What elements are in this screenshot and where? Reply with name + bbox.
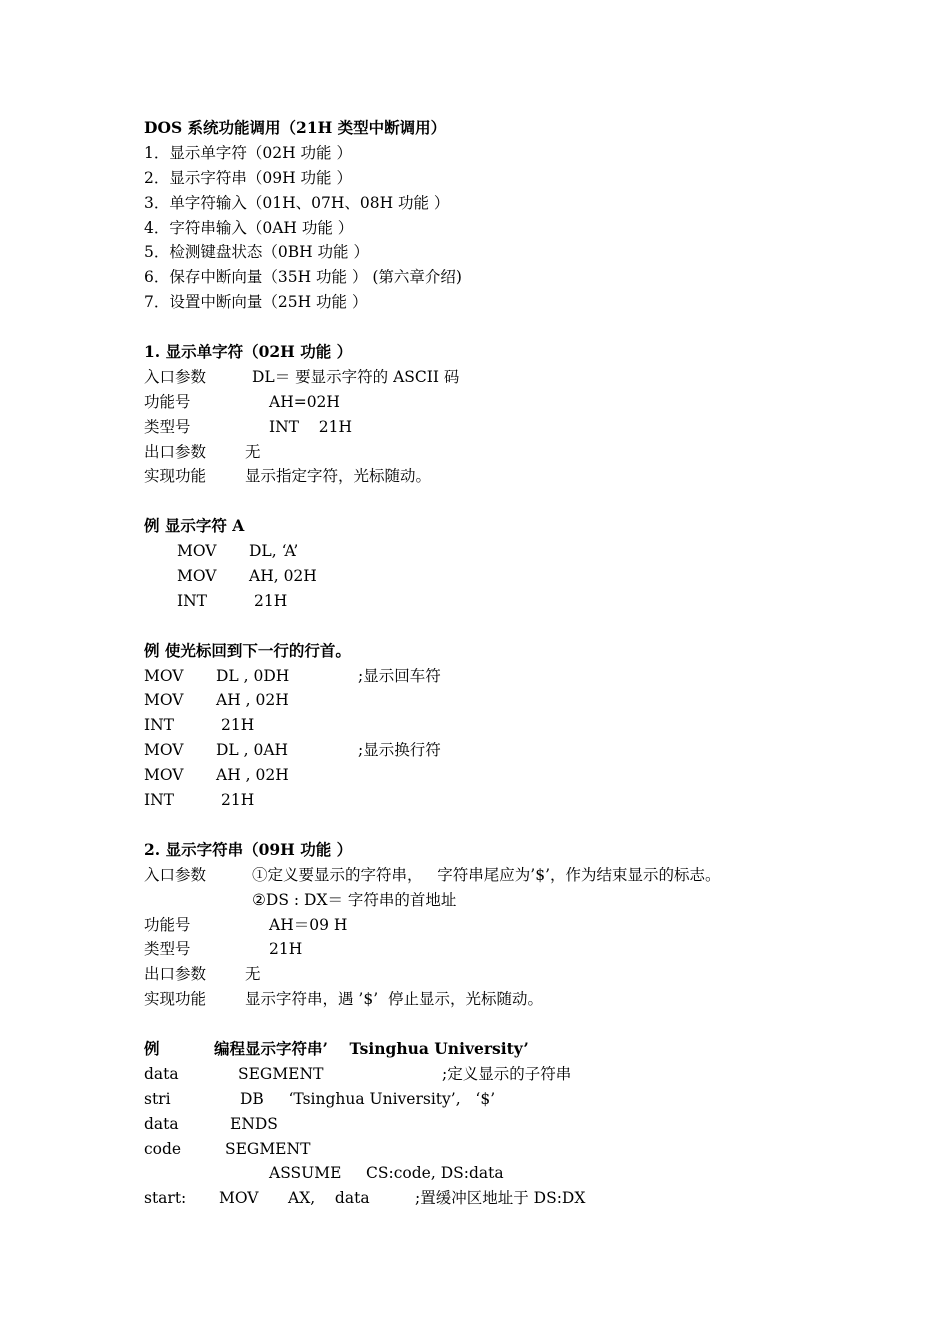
code-arg: DL , 0DH <box>216 666 290 685</box>
sec2-entry-value-1: ①定义要显示的字符串， 字符串尾应为’$’，作为结束显示的标志。 <box>252 865 721 884</box>
toc-item: 3．单字符输入（01H、07H、08H 功能 ） <box>144 193 450 212</box>
code-label: start: <box>144 1189 187 1208</box>
example-3-heading-text: 编程显示字符串’ Tsinghua University’ <box>214 1038 529 1058</box>
code-arg: AH , 02H <box>216 766 289 785</box>
sec2-entry-row <box>144 863 904 888</box>
sec1-impl-label: 实现功能 <box>144 467 207 486</box>
sec1-type-row <box>144 415 904 440</box>
code-arg: AH , 02H <box>216 691 289 710</box>
sec2-entry-row-2 <box>144 888 904 913</box>
code-arg: DL , 0AH <box>216 741 289 760</box>
code-label: code <box>144 1139 182 1158</box>
sec2-impl-label: 实现功能 <box>144 990 207 1009</box>
code-op: MOV <box>144 741 184 760</box>
code-arg: AH, 02H <box>249 567 317 586</box>
sec2-type-row <box>144 937 904 962</box>
code-line <box>144 1186 904 1211</box>
code-label: data <box>144 1064 179 1083</box>
document-page <box>144 116 904 1211</box>
code-line <box>144 688 904 713</box>
example-2-heading: 例 使光标回到下一行的行首。 <box>144 640 351 660</box>
code-comment: ;置缓冲区地址于 DS:DX <box>415 1189 586 1208</box>
code-line <box>144 589 904 614</box>
code-text: DB ‘Tsinghua University’, ‘$’ <box>240 1089 496 1108</box>
code-line <box>144 664 904 689</box>
code-op: MOV <box>177 567 217 586</box>
code-op: INT <box>177 591 208 610</box>
code-label: data <box>144 1114 179 1133</box>
sec1-entry-row <box>144 365 904 390</box>
code-op: MOV <box>144 666 184 685</box>
toc-item: 4．字符串输入（0AH 功能 ） <box>144 218 354 237</box>
sec2-func-value: AH＝09 H <box>269 915 348 934</box>
code-arg: 21H <box>254 591 288 610</box>
sec1-exit-value: 无 <box>245 442 261 461</box>
sec1-entry-label: 入口参数 <box>144 367 207 386</box>
sec2-func-row <box>144 913 904 938</box>
sec1-type-label: 类型号 <box>144 417 191 436</box>
code-line <box>144 1137 904 1162</box>
sec1-func-label: 功能号 <box>144 392 191 411</box>
code-line <box>144 788 904 813</box>
code-line <box>144 1087 904 1112</box>
sec1-impl-value: 显示指定字符，光标随动。 <box>245 467 432 486</box>
code-line <box>144 1062 904 1087</box>
code-comment: ;定义显示的子符串 <box>442 1064 572 1083</box>
code-label: stri <box>144 1089 171 1108</box>
sec2-impl-row <box>144 987 904 1012</box>
sec2-exit-label: 出口参数 <box>144 965 207 984</box>
document-title: DOS 系统功能调用（21H 类型中断调用） <box>144 118 447 137</box>
section-1-heading: 1. 显示单字符（02H 功能 ） <box>144 342 353 362</box>
code-op: INT <box>144 791 175 810</box>
code-arg: 21H <box>221 791 255 810</box>
sec2-impl-value: 显示字符串，遇 ’$’ 停止显示，光标随动。 <box>245 990 543 1009</box>
code-text: ASSUME CS:code, DS:data <box>269 1164 504 1183</box>
code-line <box>144 564 904 589</box>
sec1-impl-row <box>144 464 904 489</box>
code-line <box>144 539 904 564</box>
sec2-func-label: 功能号 <box>144 915 191 934</box>
sec2-entry-label: 入口参数 <box>144 865 207 884</box>
toc-item: 6．保存中断向量（35H 功能 ） (第六章介绍) <box>144 268 462 287</box>
sec1-entry-value: DL＝ 要显示字符的 ASCII 码 <box>252 367 460 386</box>
code-arg: DL, ‘A’ <box>249 542 299 561</box>
code-comment: ;显示回车符 <box>358 666 441 685</box>
sec1-func-value: AH=02H <box>269 392 340 411</box>
code-text: SEGMENT <box>225 1139 311 1158</box>
example-3-heading-label: 例 <box>144 1038 160 1058</box>
toc-item: 7．设置中断向量（25H 功能 ） <box>144 293 368 312</box>
sec1-func-row <box>144 390 904 415</box>
code-line <box>144 738 904 763</box>
code-line <box>144 713 904 738</box>
code-op: MOV <box>144 691 184 710</box>
toc-item: 2．显示字符串（09H 功能 ） <box>144 168 352 187</box>
example-1-heading: 例 显示字符 A <box>144 516 245 536</box>
code-line <box>144 763 904 788</box>
sec2-entry-value-2: ②DS : DX＝ 字符串的首地址 <box>252 890 457 909</box>
code-arg: 21H <box>221 716 255 735</box>
code-text: SEGMENT <box>238 1064 324 1083</box>
code-op: MOV <box>177 542 217 561</box>
code-text: ENDS <box>230 1114 278 1133</box>
code-op: MOV <box>144 766 184 785</box>
code-line <box>144 1161 904 1186</box>
toc-item: 1．显示单字符（02H 功能 ） <box>144 143 352 162</box>
sec2-type-value: 21H <box>269 940 303 959</box>
sec1-exit-row <box>144 440 904 465</box>
code-text: MOV AX, data <box>219 1189 370 1208</box>
toc-item: 5．检测键盘状态（0BH 功能 ） <box>144 243 369 262</box>
sec2-exit-row <box>144 962 904 987</box>
example-3-heading <box>144 1037 904 1062</box>
sec2-type-label: 类型号 <box>144 940 191 959</box>
section-2-heading: 2. 显示字符串（09H 功能 ） <box>144 839 353 859</box>
sec2-exit-value: 无 <box>245 965 261 984</box>
code-comment: ;显示换行符 <box>358 741 441 760</box>
sec1-type-value: INT 21H <box>269 417 352 436</box>
sec1-exit-label: 出口参数 <box>144 442 207 461</box>
code-op: INT <box>144 716 175 735</box>
code-line <box>144 1112 904 1137</box>
